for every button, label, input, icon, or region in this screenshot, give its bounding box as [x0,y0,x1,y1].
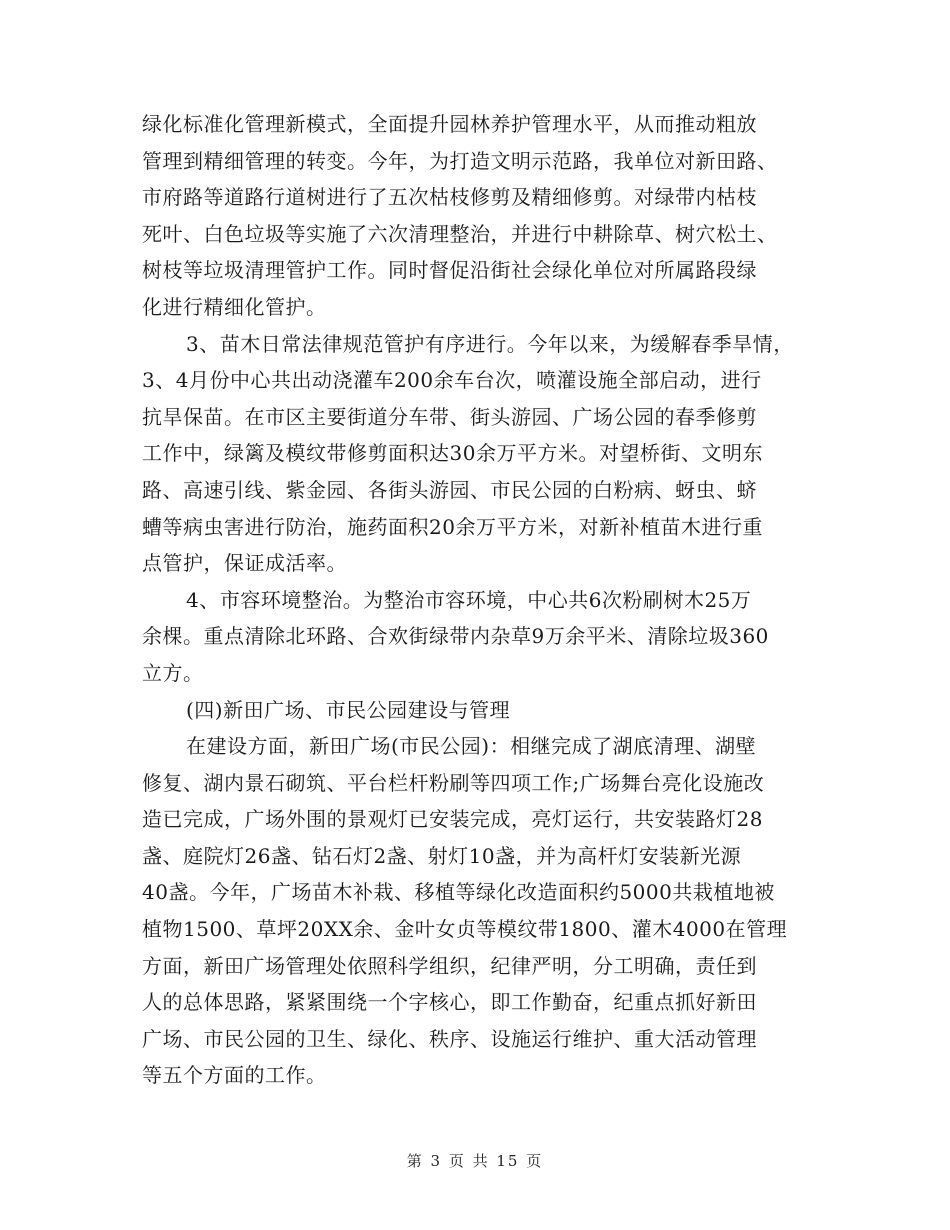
page-number-footer: 第 3 页 共 15 页 [406,1152,544,1170]
text-line: 螬等病虫害进行防治，施药面积20余万平方米，对新补植苗木进行重 [142,514,763,539]
text-line: 死叶、白色垃圾等实施了六次清理整治，并进行中耕除草、树穴松土、 [142,221,778,246]
text-line: 盏、庭院灯26盏、钻石灯2盏、射灯10盏，并为高杆灯安装新光源 [142,843,742,868]
text-line: 工作中，绿篱及模纹带修剪面积达30余万平方米。对望桥街、文明东 [142,441,763,466]
text-line: 广场、市民公园的卫生、绿化、秩序、设施运行维护、重大活动管理 [142,1026,757,1051]
text-line: 市府路等道路行道树进行了五次枯枝修剪及精细修剪。对绿带内枯枝 [142,185,757,210]
text-line: 管理到精细管理的转变。今年，为打造文明示范路，我单位对新田路、 [142,148,778,173]
section-heading: (四)新田广场、市民公园建设与管理 [186,697,511,722]
text-line: 绿化标准化管理新模式，全面提升园林养护管理水平，从而推动粗放 [142,112,757,136]
text-line: 抗旱保苗。在市区主要街道分车带、街头游园、广场公园的春季修剪 [142,404,757,429]
text-line: 树枝等垃圾清理管护工作。同时督促沿街社会绿化单位对所属路段绿 [142,258,757,283]
text-line: 修复、湖内景石砌筑、平台栏杆粉刷等四项工作;广场舞台亮化设施改 [142,770,765,795]
text-line: 人的总体思路，紧紧围绕一个字核心，即工作勤奋，纪重点抓好新田 [142,990,757,1015]
text-line: 点管护，保证成活率。 [142,551,347,576]
text-line: 方面，新田广场管理处依照科学组织，纪律严明，分工明确，责任到 [142,953,757,978]
document-body [142,106,810,1094]
text-line: 等五个方面的工作。 [142,1063,327,1088]
paragraph-start-line: 3、苗木日常法律规范管护有序进行。今年以来，为缓解春季旱情， [186,331,794,356]
text-line: 3、4月份中心共出动浇灌车200余车台次，喷灌设施全部启动，进行 [142,368,762,393]
text-line: 立方。 [142,660,204,685]
text-line: 化进行精细化管护。 [142,294,327,319]
text-line: 路、高速引线、紫金园、各街头游园、市民公园的白粉病、蚜虫、蛴 [142,477,757,502]
text-line: 植物1500、草坪20XX余、金叶女贞等模纹带1800、灌木4000在管理 [142,917,788,942]
text-line: 40盏。今年，广场苗木补栽、移植等绿化改造面积约5000共栽植地被 [142,880,775,905]
text-line: 造已完成，广场外围的景观灯已安装完成，亮灯运行，共安装路灯28 [142,807,763,832]
paragraph-start-line: 在建设方面，新田广场(市民公园)：相继完成了湖底清理、湖壁 [186,734,757,759]
paragraph-start-line: 4、市容环境整治。为整治市容环境，中心共6次粉刷树木25万 [186,587,752,612]
text-line: 余棵。重点清除北环路、合欢街绿带内杂草9万余平米、清除垃圾360 [142,624,769,649]
